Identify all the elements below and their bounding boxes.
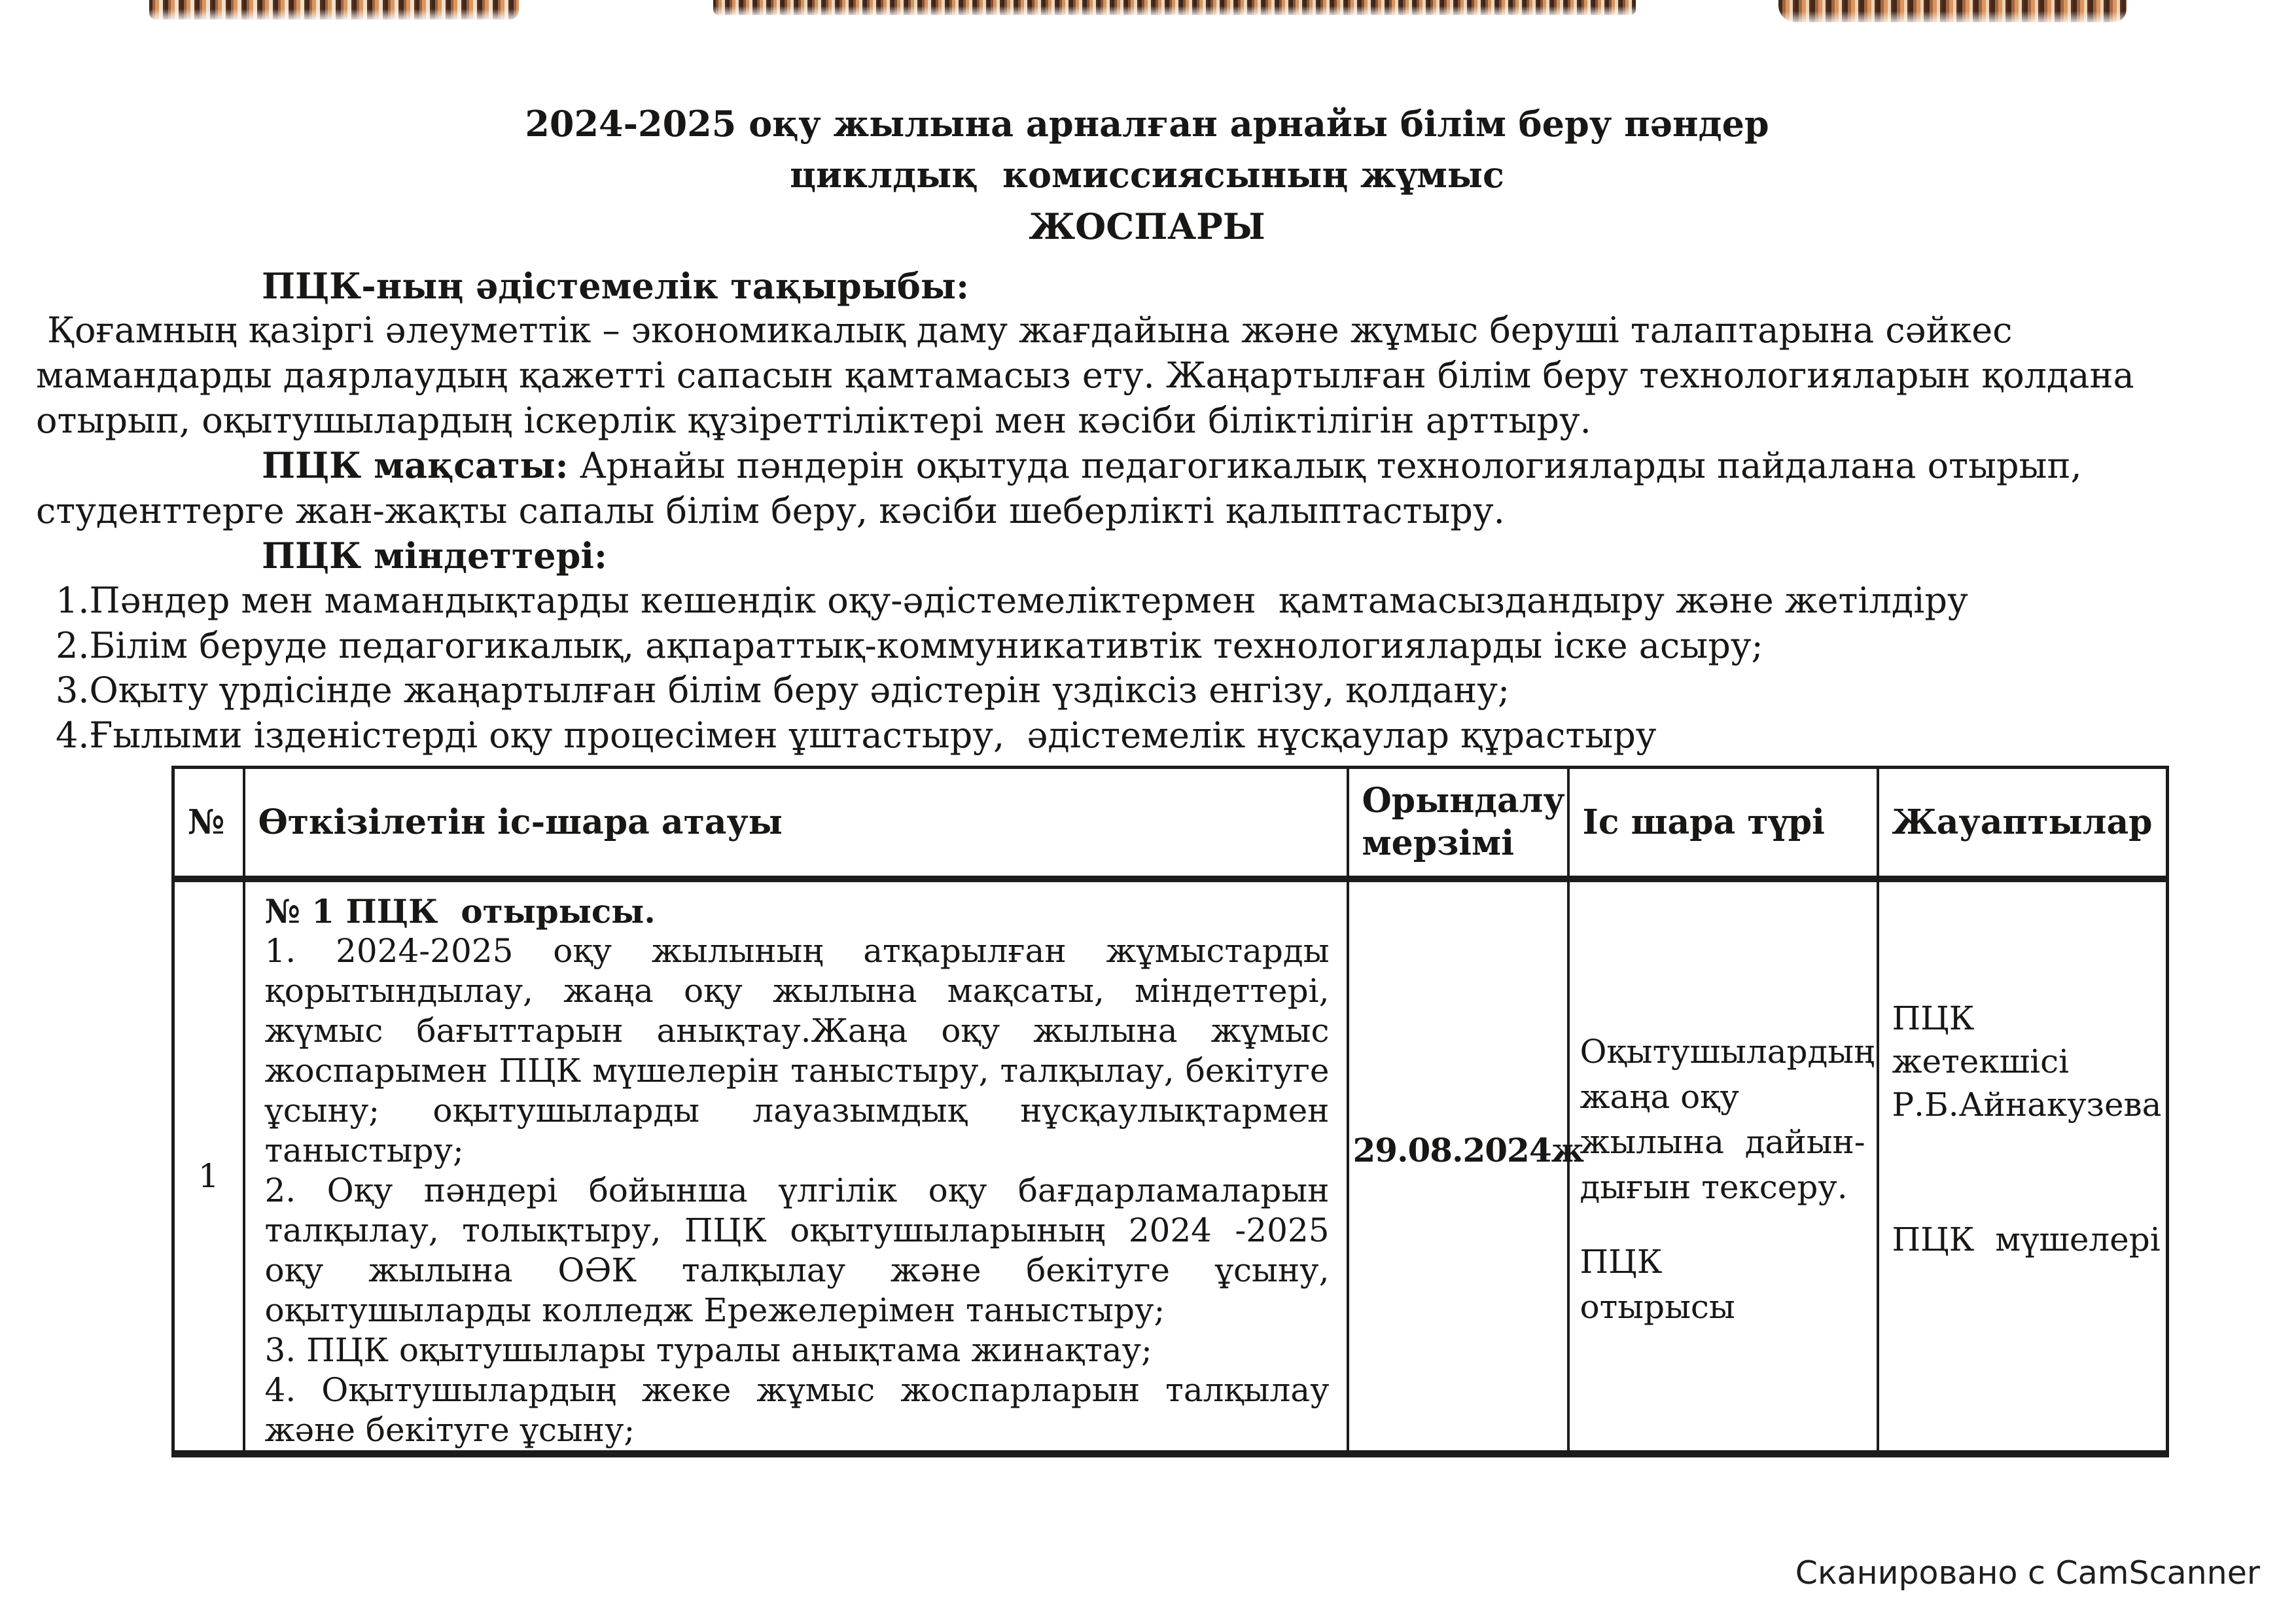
column-header-type: Іс шара түрі xyxy=(1568,768,1878,879)
column-header-responsible: Жауаптылар xyxy=(1878,768,2168,879)
activity-title: № 1 ПЦК отырысы. xyxy=(264,891,656,931)
activity-item-2: 2. Оқу пәндері бойынша үлгілік оқу бағдарламаларын талқылау, толықтыру, ПЦК оқытушыларының 2024 -2025 оқу жылына ОӘК талқылау және бекітуге ұсыну, оқытушыларды колледж Ережелерімен таныстыру; xyxy=(264,1171,1330,1329)
responsible-cell xyxy=(1878,879,2168,1454)
responsible-block-2 xyxy=(1892,1218,2161,1261)
event-type-line: ПЦК xyxy=(1580,1242,1663,1281)
event-type-line: жаңа оқу xyxy=(1580,1077,1739,1116)
title-line-3: ЖОСПАРЫ xyxy=(1029,205,1265,247)
event-type-line: дығын тексеру. xyxy=(1580,1168,1848,1206)
document-title xyxy=(36,98,2258,252)
row-number-cell: 1 xyxy=(173,879,244,1454)
tasks-label: ПЦК міндеттері: xyxy=(262,535,607,577)
task-item-4: 4.Ғылыми ізденістерді оқу процесімен ұштастыру, әдістемелік нұсқаулар құрастыру xyxy=(56,714,1657,756)
title-line-2: циклдық комиссиясының жұмыс xyxy=(790,154,1504,196)
goal-label: ПЦК мақсаты: xyxy=(262,444,569,487)
title-line-1: 2024-2025 оқу жылына арналған арнайы білім беру пәндер xyxy=(525,103,1769,145)
column-header-activity: Өткізілетін іс-шара атауы xyxy=(244,768,1348,879)
event-type-block-2 xyxy=(1580,1240,1870,1330)
table-header-row xyxy=(173,768,2168,879)
event-type-line: отырысы xyxy=(1580,1287,1735,1326)
event-type-block-1 xyxy=(1580,1029,1875,1210)
date-cell: 29.08.2024ж xyxy=(1348,879,1568,1454)
event-type-cell xyxy=(1568,879,1878,1454)
task-item-3: 3.Оқыту үрдісінде жаңартылған білім беру әдістерін үздіксіз енгізу, қолдану; xyxy=(56,669,1510,711)
activity-cell xyxy=(244,879,1348,1454)
document-body xyxy=(36,98,2258,758)
activity-item-4: 4. Оқытушылардың жеке жұмыс жоспарларын талқылау және бекітуге ұсыну; xyxy=(264,1370,1330,1449)
table-row xyxy=(173,879,2168,1454)
responsible-line: ПЦК жетекшісі xyxy=(1892,999,2070,1080)
torn-paper-edge-right xyxy=(1778,0,2127,22)
event-type-line: жылына дайын- xyxy=(1580,1122,1865,1161)
torn-paper-edge-left xyxy=(149,0,519,20)
activity-item-1: 1. 2024-2025 оқу жылының атқарылған жұмыстарды қорытындылау, жаңа оқу жылына мақсаты, міндеттері, жүмыс бағыттарын анықтау.Жаңа оқу жылына жұмыс жоспарымен ПЦК мүшелерін таныстыру, талқылау, бекітуге ұсыну; оқытушыларды лауазымдық нұсқаулықтармен таныстыру; xyxy=(264,931,1330,1169)
goal-text: Арнайы пәндерін оқытуда педагогикалық технологияларды пайдалана отырып, студенттерге жан-жақты сапалы білім беру, кәсіби шеберлікті қалыптастыру. xyxy=(36,445,2093,531)
task-item-2: 2.Білім беруде педагогикалық, ақпараттық-коммуникативтік технологияларды іске асыру; xyxy=(56,624,1763,666)
column-header-date: Орындалу мерзімі xyxy=(1348,768,1568,879)
responsible-block-1 xyxy=(1892,997,2161,1126)
camscanner-watermark: Сканировано с CamScanner xyxy=(1795,1554,2260,1592)
responsible-line: ПЦК мүшелері xyxy=(1892,1220,2161,1258)
goal-paragraph xyxy=(36,443,2258,533)
tasks-list xyxy=(36,579,2258,758)
activity-item-3: 3. ПЦК оқытушылары туралы анықтама жинақтау; xyxy=(264,1330,1152,1369)
torn-paper-edge-center xyxy=(713,0,1636,15)
event-type-line: Оқытушылардың xyxy=(1580,1032,1875,1071)
method-theme-text: Қоғамның қазіргі әлеуметтік – экономикалық даму жағдайына және жұмыс беруші талаптарына сәйкес мамандарды даярлаудың қажетті сапасын қамтамасыз ету. Жаңартылған білім беру технологияларын қолдана отырып, оқытушылардың іскерлік құзіреттіліктері мен кәсіби біліктілігін арттыру. xyxy=(36,310,2146,441)
task-item-1: 1.Пәндер мен мамандықтарды кешендік оқу-әдістемеліктермен қамтамасыздандыру және жетілдіру xyxy=(56,579,1968,621)
column-header-number: № xyxy=(173,768,244,879)
work-plan-table xyxy=(171,766,2169,1457)
method-theme-label: ПЦК-ның әдістемелік тақырыбы: xyxy=(262,264,970,307)
responsible-line: Р.Б.Айнакузева xyxy=(1892,1085,2162,1124)
